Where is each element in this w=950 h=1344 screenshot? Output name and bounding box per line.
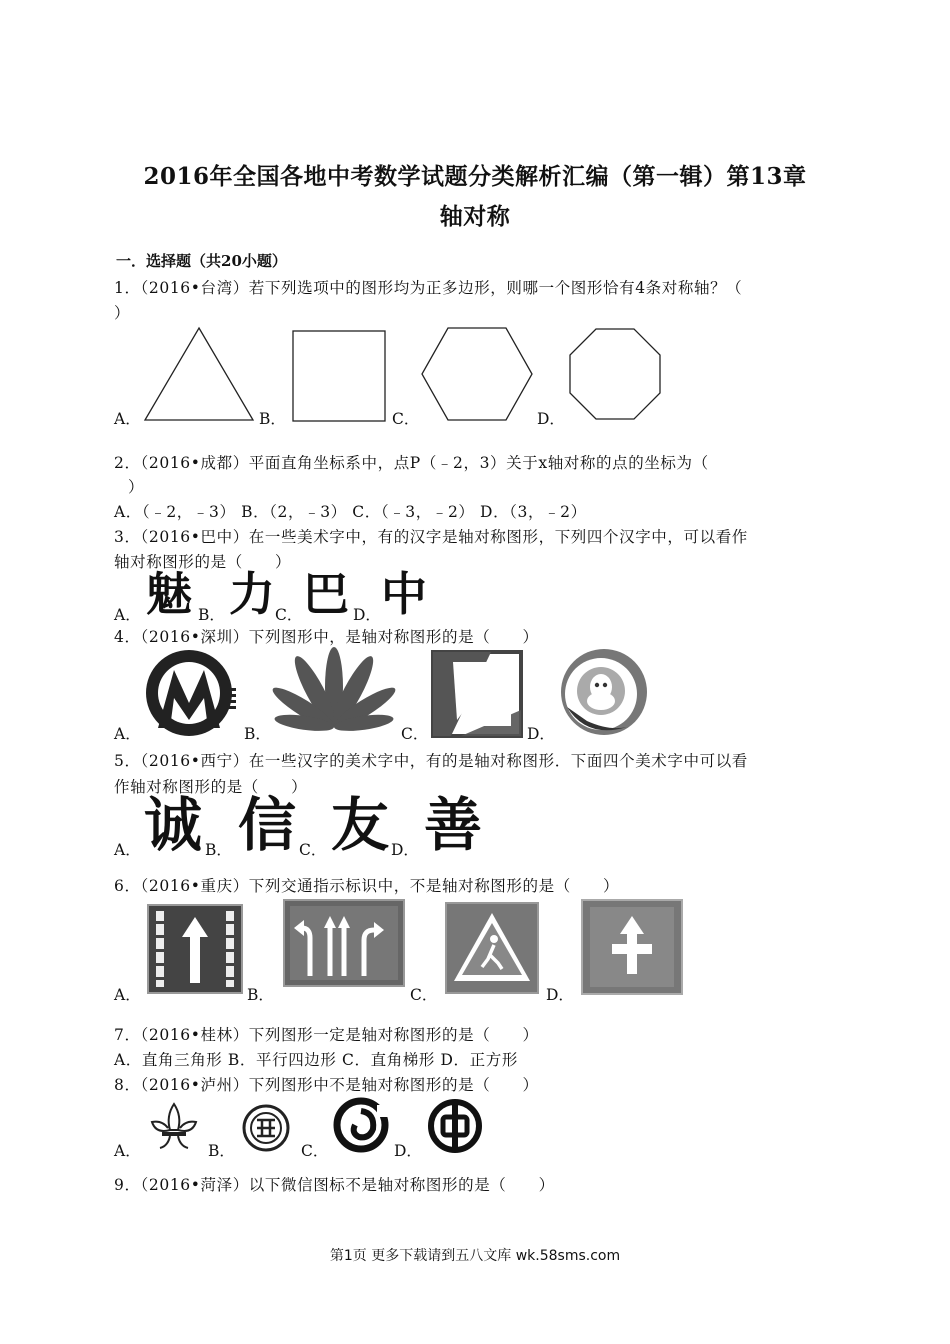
document-title: 2016年全国各地中考数学试题分类解析汇编（第一辑）第13章: [143, 163, 807, 190]
q1-triangle-figure: [142, 325, 256, 423]
question-3-text: 3．（2016•巴中）在一些美术字中，有的汉字是轴对称图形，下列四个汉字中，可以看作: [114, 528, 748, 546]
question-2-options: A．（﹣2，﹣3） B．（2，﹣3） C．（﹣3，﹣2） D．（3，﹣2）: [114, 503, 587, 521]
question-1-text: 1．（2016•台湾）若下列选项中的图形均为正多边形，则哪一个图形恰有4条对称轴？（: [114, 279, 743, 297]
q1-label-c: C．: [392, 410, 420, 428]
q4-petal-logo-figure: [272, 645, 396, 737]
q4-square-pinwheel-figure: [431, 650, 523, 738]
question-7-text: 7．（2016•桂林）下列图形一定是轴对称图形的是（ ）: [114, 1026, 539, 1044]
q4-label-c: C．: [401, 725, 429, 743]
q5-label-c: C．: [299, 841, 327, 859]
q4-label-d: D．: [527, 725, 555, 743]
q5-art-char-d: 善: [424, 791, 483, 859]
question-2-text-cont: ）: [128, 478, 145, 496]
question-7-options: A．直角三角形 B．平行四边形 C．直角梯形 D．正方形: [114, 1051, 518, 1069]
document-subtitle: 轴对称: [439, 203, 511, 230]
q8-label-a: A．: [114, 1142, 141, 1160]
question-4-text: 4．（2016•深圳）下列图形中，是轴对称图形的是（ ）: [114, 628, 539, 646]
q8-label-b: B．: [208, 1142, 235, 1160]
q8-label-d: D．: [394, 1142, 422, 1160]
question-9-text: 9．（2016•菏泽）以下微信图标不是轴对称图形的是（ ）: [114, 1176, 555, 1194]
q5-art-char-c: 友: [331, 791, 390, 859]
q6-label-c: C．: [410, 986, 438, 1004]
q3-art-char-b: 力: [229, 567, 275, 621]
q3-art-char-a: 魅: [146, 567, 192, 621]
q8-bank-of-china-logo-figure: [426, 1098, 484, 1154]
q3-label-d: D．: [353, 606, 381, 624]
q5-label-a: A．: [114, 841, 141, 859]
q3-label-b: B．: [198, 606, 225, 624]
q6-pedestrian-sign-figure: [444, 901, 540, 995]
question-2-text: 2．（2016•成都）平面直角坐标系中，点P（﹣2，3）关于x轴对称的点的坐标为（: [114, 454, 709, 472]
q3-art-char-d: 中: [381, 567, 427, 621]
q1-square-figure: [290, 328, 388, 423]
q3-label-a: A．: [114, 606, 141, 624]
q8-coin-logo-figure: [240, 1102, 292, 1152]
q5-label-b: B．: [205, 841, 232, 859]
question-8-text: 8．（2016•泸州）下列图形中不是轴对称图形的是（ ）: [114, 1076, 539, 1094]
q4-penguin-logo-figure: [557, 647, 651, 737]
page-footer: 第1页 更多下载请到五八文库 wk.58sms.com: [329, 1248, 621, 1264]
q6-label-b: B．: [247, 986, 274, 1004]
q5-art-char-b: 信: [238, 791, 297, 859]
question-5-text-cont: 作轴对称图形的是（ ）: [114, 778, 308, 796]
q1-octagon-figure: [566, 326, 664, 422]
q1-label-b: B．: [259, 410, 286, 428]
q6-lane-arrows-sign-figure: [282, 898, 406, 988]
q1-hexagon-figure: [420, 325, 534, 423]
q8-label-c: C．: [301, 1142, 329, 1160]
q6-straight-arrow-sign-figure: [146, 903, 244, 995]
question-1-text-cont: ）: [114, 304, 131, 322]
question-6-text: 6．（2016•重庆）下列交通指示标识中，不是轴对称图形的是（ ）: [114, 877, 620, 895]
q4-bank-logo-figure: [144, 648, 238, 738]
q6-label-d: D．: [546, 986, 574, 1004]
q8-spiral-logo-figure: [333, 1097, 389, 1155]
q3-label-c: C．: [275, 606, 303, 624]
section-heading: 一．选择题（共20小题）: [116, 252, 287, 270]
question-5-text: 5．（2016•西宁）在一些汉字的美术字中，有的是轴对称图形．下面四个美术字中可以看: [114, 752, 748, 770]
q5-label-d: D．: [391, 841, 419, 859]
q4-label-a: A．: [114, 725, 141, 743]
q4-label-b: B．: [244, 725, 271, 743]
q1-label-d: D．: [537, 410, 565, 428]
q6-label-a: A．: [114, 986, 141, 1004]
q3-art-char-c: 巴: [303, 567, 349, 621]
question-3-text-cont: 轴对称图形的是（ ）: [114, 553, 292, 571]
q1-label-a: A．: [114, 410, 141, 428]
q6-cross-arrow-sign-figure: [580, 898, 684, 996]
q5-art-char-a: 诚: [144, 791, 203, 859]
q8-fleur-de-lis-figure: [146, 1100, 202, 1152]
